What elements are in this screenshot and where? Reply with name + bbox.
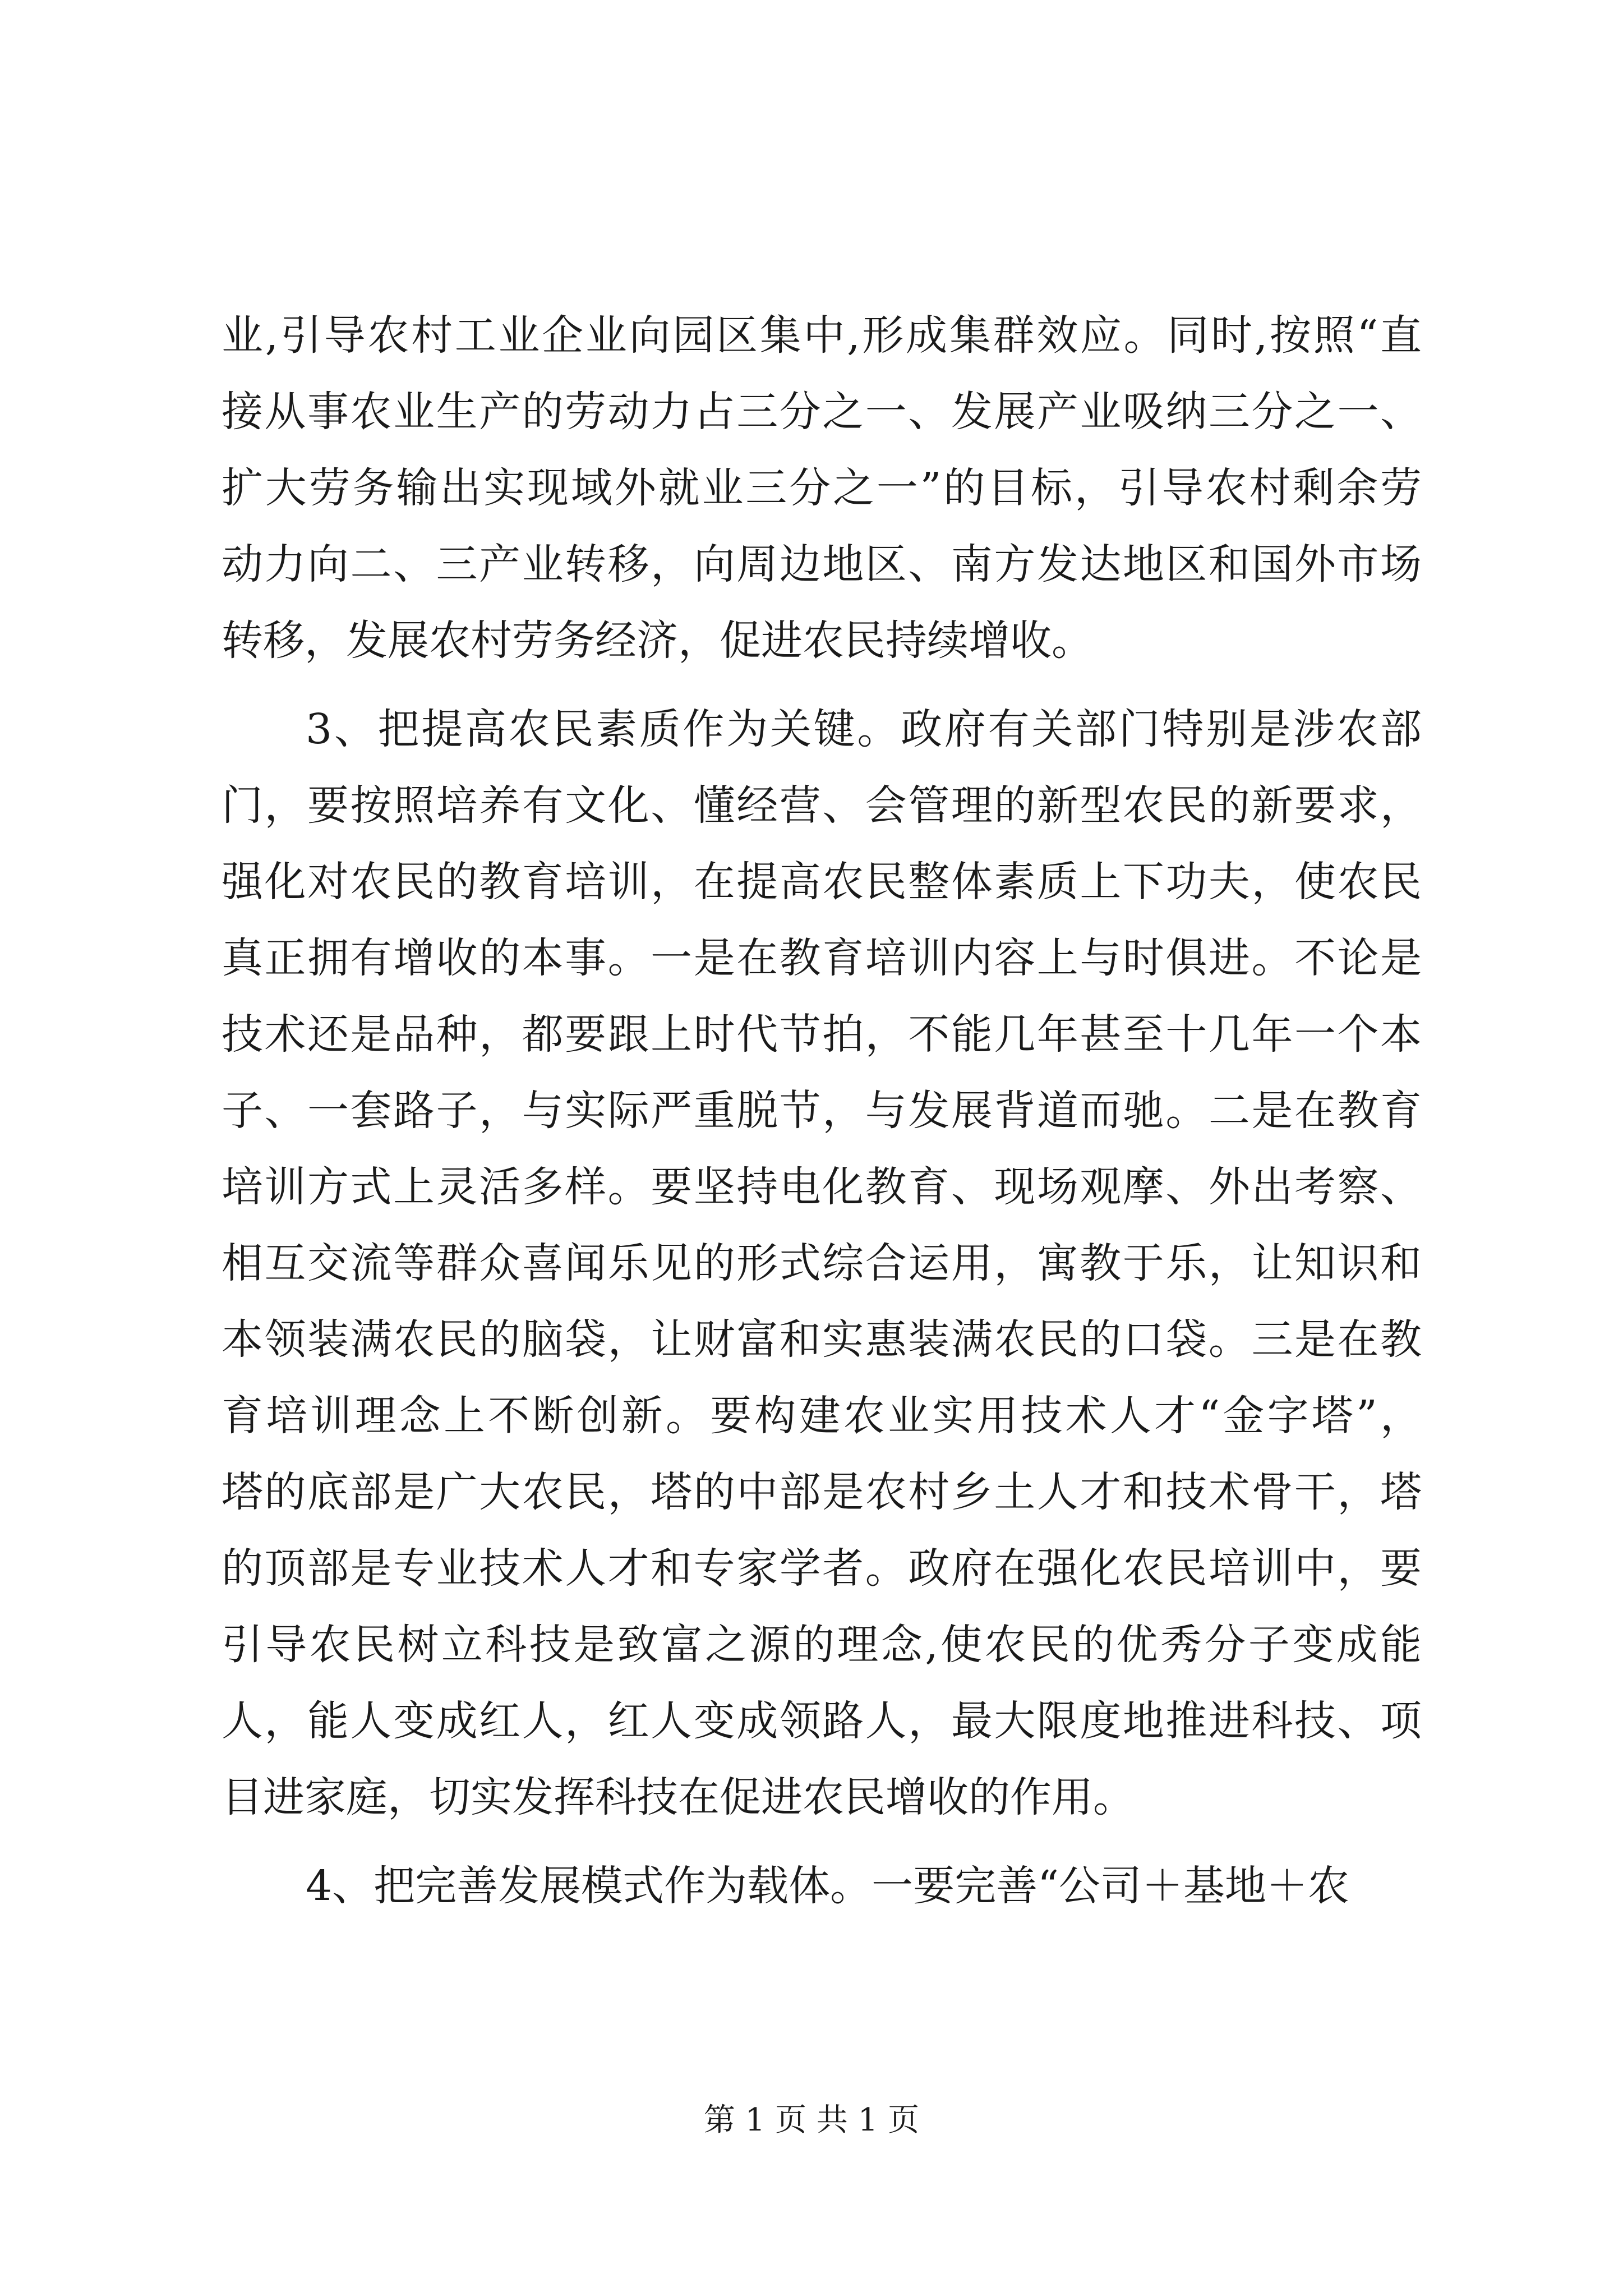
paragraph-spacer [222, 679, 1422, 691]
text-line: 真正拥有增收的本事。一是在教育培训内容上与时俱进。不论是 [222, 934, 1422, 982]
text-line: 业,引导农村工业企业向园区集中,形成集群效应。同时,按照“直 [222, 311, 1422, 360]
text-line: 目进家庭，切实发挥科技在促进农民增收的作用。 [222, 1773, 1135, 1821]
text-line: 门，要按照培养有文化、懂经营、会管理的新型农民的新要求， [222, 781, 1422, 830]
text-line: 育培训理念上不断创新。要构建农业实用技术人才“金字塔”， [222, 1392, 1422, 1440]
paragraph-3 [222, 1848, 1422, 1924]
paragraph-2 [222, 691, 1422, 1835]
text-line: 塔的底部是广大农民，塔的中部是农村乡土人才和技术骨干，塔 [222, 1468, 1422, 1516]
text-line: 3、把提高农民素质作为关键。政府有关部门特别是涉农部 [306, 705, 1422, 753]
text-line: 本领装满农民的脑袋，让财富和实惠装满农民的口袋。三是在教 [222, 1315, 1422, 1364]
text-line: 接从事农业生产的劳动力占三分之一、发展产业吸纳三分之一、 [222, 388, 1422, 436]
text-line: 强化对农民的教育培训，在提高农民整体素质上下功夫，使农民 [222, 858, 1422, 906]
paragraph-spacer [222, 1835, 1422, 1848]
text-line: 子、一套路子，与实际严重脱节，与发展背道而驰。二是在教育 [222, 1087, 1422, 1135]
text-line: 培训方式上灵活多样。要坚持电化教育、现场观摩、外出考察、 [222, 1163, 1422, 1211]
text-line: 4、把完善发展模式作为载体。一要完善“公司＋基地＋农 [306, 1862, 1349, 1910]
text-line: 人，能人变成红人，红人变成领路人，最大限度地推进科技、项 [222, 1697, 1422, 1745]
text-line: 的顶部是专业技术人才和专家学者。政府在强化农民培训中，要 [222, 1544, 1422, 1593]
paragraph-1 [222, 297, 1422, 679]
page-footer: 第 1 页 共 1 页 [703, 2102, 920, 2138]
text-line: 相互交流等群众喜闻乐见的形式综合运用，寓教于乐，让知识和 [222, 1239, 1422, 1287]
document-body [222, 297, 1422, 1924]
text-line: 技术还是品种，都要跟上时代节拍，不能几年甚至十几年一个本 [222, 1010, 1422, 1059]
text-line: 动力向二、三产业转移，向周边地区、南方发达地区和国外市场 [222, 540, 1422, 588]
text-line: 扩大劳务输出实现域外就业三分之一”的目标，引导农村剩余劳 [222, 464, 1422, 512]
text-line: 引导农民树立科技是致富之源的理念,使农民的优秀分子变成能 [222, 1621, 1422, 1669]
text-line: 转移，发展农村劳务经济，促进农民持续增收。 [222, 616, 1093, 665]
